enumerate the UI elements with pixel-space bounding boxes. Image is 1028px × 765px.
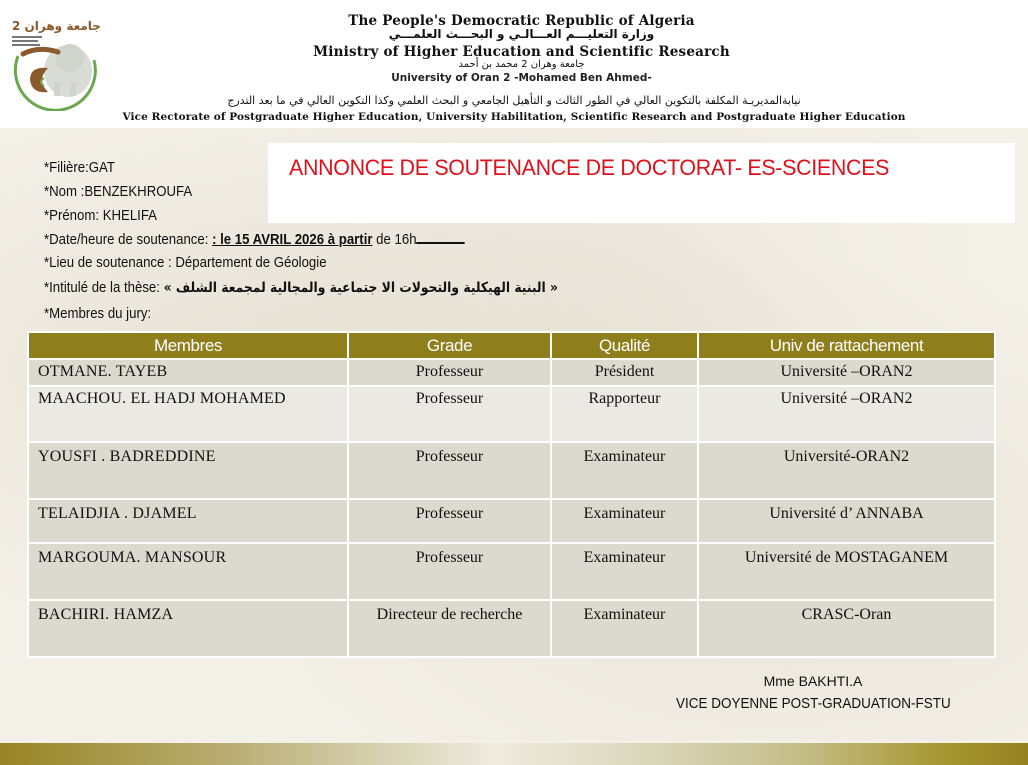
- cell-univ: CRASC-Oran: [698, 600, 995, 657]
- date-line: [44, 230, 465, 248]
- table-row: [28, 600, 995, 657]
- svg-text:جامعة وهران 2: جامعة وهران 2: [12, 19, 101, 33]
- lieu-label: *Lieu de soutenance :: [44, 254, 176, 271]
- cell-qualite: Examinateur: [551, 600, 698, 657]
- prenom-line: [44, 207, 157, 224]
- table-row: [28, 442, 995, 499]
- filiere-value: GAT: [88, 159, 115, 176]
- nom-label: *Nom :: [44, 183, 85, 200]
- filiere-label: *Filière:: [44, 159, 89, 176]
- vice-rectorate-arabic: نيابةالمديريـة المكلفة بالتكوين العالي في الطور الثالث و التأهيل الجامعي و البحث العلمي وكذا التكوين العالي في ما بعد التدرج: [227, 94, 801, 107]
- vice-rectorate-name: Vice Rectorate of Postgraduate Higher Education, University Habilitation, Scientific Research and Postgraduate Higher Education: [122, 111, 906, 123]
- cell-qualite: Rapporteur: [551, 386, 698, 442]
- cell-univ: Université –ORAN2: [698, 386, 995, 442]
- cell-univ: Université –ORAN2: [698, 359, 995, 386]
- jury-label: *Membres du jury:: [44, 305, 152, 322]
- cell-membre: MAACHOU. EL HADJ MOHAMED: [28, 386, 348, 442]
- lieu-value: Département de Géologie: [175, 254, 327, 271]
- ministry-name: Ministry of Higher Education and Scientific Research: [313, 44, 730, 60]
- table-row: [28, 386, 995, 442]
- cell-grade: Professeur: [348, 386, 551, 442]
- cell-grade: Directeur de recherche: [348, 600, 551, 657]
- cell-grade: Professeur: [348, 359, 551, 386]
- cell-grade: Professeur: [348, 442, 551, 499]
- nom-value: BENZEKHROUFA: [84, 183, 193, 200]
- prenom-label: *Prénom:: [44, 207, 103, 224]
- cell-qualite: Examinateur: [551, 543, 698, 600]
- cell-qualite: Examinateur: [551, 442, 698, 499]
- these-value: « البنية الهيكلية والتحولات الا جتماعية والمجالية لمجمعة الشلف »: [163, 280, 559, 296]
- date-value: : le 15 AVRIL 2026 à partir: [212, 231, 373, 248]
- university-name: University of Oran 2 -Mohamed Ben Ahmed-: [391, 72, 652, 84]
- jury-table: [27, 331, 996, 658]
- column-header-grade: Grade: [348, 332, 551, 359]
- cell-univ: Université de MOSTAGANEM: [698, 543, 995, 600]
- letterhead: [0, 0, 1028, 128]
- university-name-arabic: جامعة وهران 2 محمد بن أحمد: [458, 59, 585, 70]
- cell-membre: MARGOUMA. MANSOUR: [28, 543, 348, 600]
- cell-qualite: Examinateur: [551, 499, 698, 543]
- column-header-membres: Membres: [28, 332, 348, 359]
- cell-membre: OTMANE. TAYEB: [28, 359, 348, 386]
- cell-grade: Professeur: [348, 499, 551, 543]
- these-label: *Intitulé de la thèse:: [44, 279, 164, 296]
- cell-univ: Université-ORAN2: [698, 442, 995, 499]
- signatory-title: VICE DOYENNE POST-GRADUATION-FSTU: [676, 696, 951, 712]
- cell-grade: Professeur: [348, 543, 551, 600]
- cell-univ: Université d’ ANNABA: [698, 499, 995, 543]
- column-header-qualite: Qualité: [551, 332, 698, 359]
- these-line: [44, 279, 558, 296]
- announcement-title-box: [268, 143, 1015, 223]
- cell-membre: TELAIDJIA . DJAMEL: [28, 499, 348, 543]
- signatory-name: Mme BAKHTI.A: [763, 673, 863, 689]
- table-header-row: [28, 332, 995, 359]
- underline-blank: [417, 230, 465, 244]
- prenom-value: KHELIFA: [102, 207, 157, 224]
- table-row: [28, 499, 995, 543]
- cell-membre: YOUSFI . BADREDDINE: [28, 442, 348, 499]
- table-row: [28, 543, 995, 600]
- ministry-name-arabic: وزارة التعليـــم العـــالـي و البحـــث العلمـــي: [388, 27, 655, 41]
- lieu-line: [44, 254, 327, 271]
- footer-band: [0, 743, 1028, 765]
- filiere-line: [44, 159, 115, 176]
- date-label: *Date/heure de soutenance:: [44, 231, 213, 248]
- announcement-title: ANNONCE DE SOUTENANCE DE DOCTORAT- ES-SCIENCES: [289, 155, 890, 180]
- time-value: de 16h: [372, 231, 417, 248]
- cell-qualite: Président: [551, 359, 698, 386]
- column-header-univ: Univ de rattachement: [698, 332, 995, 359]
- country-name: The People's Democratic Republic of Algeria: [348, 13, 695, 29]
- nom-line: [44, 183, 192, 200]
- cell-membre: BACHIRI. HAMZA: [28, 600, 348, 657]
- table-row: [28, 359, 995, 386]
